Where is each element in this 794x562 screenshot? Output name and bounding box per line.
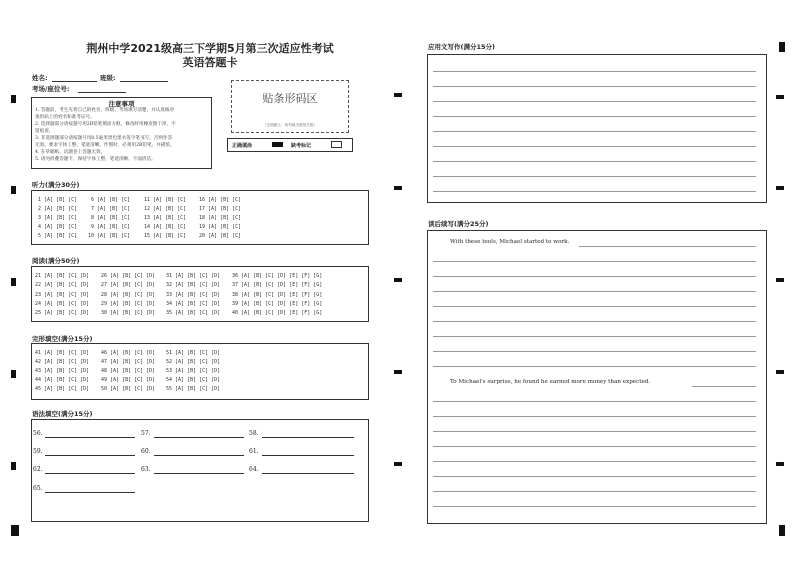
class-field[interactable] <box>120 81 168 82</box>
timing-mark-corner-bl <box>11 525 19 536</box>
name-label: 姓名: <box>32 74 48 82</box>
continuation-title: 读后续写(满分25分) <box>428 220 489 228</box>
notice-line: 2. 选择题部分请按题号用2B铅笔填涂方框，修改时用橡皮擦干净，不 <box>35 122 176 127</box>
choice-item[interactable]: 50 [A] [B] [C] [D] <box>101 386 156 392</box>
name-field[interactable] <box>52 81 97 82</box>
grammar-blank-label: 61. <box>249 448 259 455</box>
timing-mark-right-1 <box>776 95 784 99</box>
choice-item[interactable]: 52 [A] [B] [C] [D] <box>166 359 221 365</box>
continuation-para2-line <box>692 386 756 387</box>
choice-item[interactable]: 2 [A] [B] [C] <box>38 206 78 212</box>
writing-box[interactable] <box>427 54 767 203</box>
choice-item[interactable]: 10 [A] [B] [C] <box>88 233 131 239</box>
timing-mark-mid-4 <box>394 370 402 374</box>
continuation-para1: With these tools, Michael started to work. <box>450 239 570 245</box>
choice-item[interactable]: 48 [A] [B] [C] [D] <box>101 368 156 374</box>
grammar-blank-field[interactable] <box>154 473 244 474</box>
notice-line: 1. 答题前，考生先将自己的姓名、班级、考场填写清楚，并认真核对 <box>35 108 175 113</box>
timing-mark-right-5 <box>776 462 784 466</box>
choice-item[interactable]: 16 [A] [B] [C] <box>199 197 242 203</box>
writing-rule <box>433 101 756 102</box>
grammar-blank-label: 57. <box>141 430 151 437</box>
writing-rule <box>433 116 756 117</box>
page-title: 荆州中学2021级高三下学期5月第三次适应性考试 <box>86 42 334 55</box>
grammar-blank-field[interactable] <box>154 437 244 438</box>
timing-mark-left-4 <box>11 370 16 378</box>
choice-item[interactable]: 45 [A] [B] [C] [D] <box>35 386 90 392</box>
writing-rule <box>433 71 756 72</box>
choice-item[interactable]: 43 [A] [B] [C] [D] <box>35 368 90 374</box>
writing-rule <box>433 146 756 147</box>
continuation-rule <box>433 431 756 432</box>
choice-item[interactable]: 32 [A] [B] [C] [D] <box>166 282 221 288</box>
continuation-rule <box>433 446 756 447</box>
choice-item[interactable]: 5 [A] [B] [C] <box>38 233 78 239</box>
choice-item[interactable]: 46 [A] [B] [C] [D] <box>101 350 156 356</box>
choice-item[interactable]: 41 [A] [B] [C] [D] <box>35 350 90 356</box>
choice-item[interactable]: 23 [A] [B] [C] [D] <box>35 292 90 298</box>
correct-fill-sample <box>272 142 283 147</box>
choice-item[interactable]: 54 [A] [B] [C] [D] <box>166 377 221 383</box>
barcode-hint: （正面朝上，切勿贴出虚线方框） <box>263 123 317 127</box>
timing-mark-right-3 <box>776 278 784 282</box>
choice-item[interactable]: 40 [A] [B] [C] [D] [E] [F] [G] <box>232 310 323 316</box>
continuation-rule <box>433 291 756 292</box>
notice-line: 3. 非选择题部分请按题号用0.5毫米黑色墨水签字笔书写，否则作答 <box>35 136 173 141</box>
choice-item[interactable]: 20 [A] [B] [C] <box>199 233 242 239</box>
choice-item[interactable]: 47 [A] [B] [C] [D] <box>101 359 156 365</box>
continuation-rule <box>433 276 756 277</box>
correct-fill-label: 正确填涂 <box>232 143 253 149</box>
continuation-para2: To Michael's surprise, he found he earned more money than expected. <box>450 379 651 385</box>
timing-mark-left-2 <box>11 186 16 194</box>
choice-item[interactable]: 9 [A] [B] [C] <box>91 224 131 230</box>
grammar-blank-label: 56. <box>33 430 43 437</box>
timing-mark-right-2 <box>776 186 784 190</box>
choice-item[interactable]: 55 [A] [B] [C] [D] <box>166 386 221 392</box>
choice-item[interactable]: 39 [A] [B] [C] [D] [E] [F] [G] <box>232 301 323 307</box>
choice-item[interactable]: 29 [A] [B] [C] [D] <box>101 301 156 307</box>
choice-item[interactable]: 35 [A] [B] [C] [D] <box>166 310 221 316</box>
choice-item[interactable]: 36 [A] [B] [C] [D] [E] [F] [G] <box>232 273 323 279</box>
timing-mark-mid-3 <box>394 278 402 282</box>
choice-item[interactable]: 28 [A] [B] [C] [D] <box>101 292 156 298</box>
choice-item[interactable]: 12 [A] [B] [C] <box>144 206 187 212</box>
writing-rule <box>433 161 756 162</box>
choice-item[interactable]: 21 [A] [B] [C] [D] <box>35 273 90 279</box>
choice-item[interactable]: 24 [A] [B] [C] [D] <box>35 301 90 307</box>
grammar-blank-label: 58. <box>249 430 259 437</box>
listening-title: 听力(满分30分) <box>32 181 80 189</box>
page-subtitle: 英语答题卡 <box>182 56 238 69</box>
timing-mark-right-4 <box>776 370 784 374</box>
class-label: 班级: <box>100 74 116 82</box>
continuation-rule <box>433 351 756 352</box>
timing-mark-corner-tr <box>779 42 785 52</box>
choice-item[interactable]: 3 [A] [B] [C] <box>38 215 78 221</box>
choice-item[interactable]: 18 [A] [B] [C] <box>199 215 242 221</box>
continuation-rule <box>433 476 756 477</box>
choice-item[interactable]: 27 [A] [B] [C] [D] <box>101 282 156 288</box>
room-label: 考场/座位号: <box>32 85 70 93</box>
grammar-blank-field[interactable] <box>262 455 354 456</box>
continuation-rule <box>433 366 756 367</box>
choice-item[interactable]: 7 [A] [B] [C] <box>91 206 131 212</box>
continuation-para1-line <box>579 246 756 247</box>
notice-line: 4. 在草稿纸、试题卷上答题无效。 <box>35 150 106 155</box>
continuation-rule <box>433 306 756 307</box>
grammar-title: 语法填空(满分15分) <box>32 410 93 418</box>
notice-line: 条形码上的姓名和准考证号。 <box>35 115 95 120</box>
choice-item[interactable]: 4 [A] [B] [C] <box>38 224 78 230</box>
continuation-rule <box>433 261 756 262</box>
notice-line: 5. 请勿折叠答题卡，保持字体工整、笔迹清晰、卡面清洁。 <box>35 157 156 162</box>
cloze-title: 完形填空(满分15分) <box>32 335 93 343</box>
choice-item[interactable]: 19 [A] [B] [C] <box>199 224 242 230</box>
choice-item[interactable]: 25 [A] [B] [C] [D] <box>35 310 90 316</box>
choice-item[interactable]: 37 [A] [B] [C] [D] [E] [F] [G] <box>232 282 323 288</box>
grammar-blank-label: 59. <box>33 448 43 455</box>
choice-item[interactable]: 53 [A] [B] [C] [D] <box>166 368 221 374</box>
choice-item[interactable]: 6 [A] [B] [C] <box>91 197 131 203</box>
continuation-rule <box>433 321 756 322</box>
timing-mark-corner-br <box>779 525 785 536</box>
continuation-rule <box>433 416 756 417</box>
room-field[interactable] <box>78 92 126 93</box>
choice-item[interactable]: 8 [A] [B] [C] <box>91 215 131 221</box>
choice-item[interactable]: 44 [A] [B] [C] [D] <box>35 377 90 383</box>
grammar-blank-field[interactable] <box>45 455 135 456</box>
reading-title: 阅读(满分50分) <box>32 257 80 265</box>
choice-item[interactable]: 22 [A] [B] [C] [D] <box>35 282 90 288</box>
grammar-blank-label: 64. <box>249 466 259 473</box>
choice-item[interactable]: 49 [A] [B] [C] [D] <box>101 377 156 383</box>
notice-line: 留痕迹。 <box>35 129 54 134</box>
choice-item[interactable]: 15 [A] [B] [C] <box>144 233 187 239</box>
choice-item[interactable]: 30 [A] [B] [C] [D] <box>101 310 156 316</box>
continuation-rule <box>433 336 756 337</box>
grammar-blank-label: 65. <box>33 485 43 492</box>
continuation-rule <box>433 461 756 462</box>
missing-mark-checkbox[interactable] <box>331 141 342 148</box>
choice-item[interactable]: 13 [A] [B] [C] <box>144 215 187 221</box>
grammar-blank-field[interactable] <box>154 455 244 456</box>
continuation-rule <box>433 401 756 402</box>
notice-title: 注意事项 <box>108 100 135 108</box>
timing-mark-left-3 <box>11 278 16 286</box>
barcode-label: 贴条形码区 <box>262 92 318 105</box>
choice-item[interactable]: 34 [A] [B] [C] [D] <box>166 301 221 307</box>
choice-item[interactable]: 42 [A] [B] [C] [D] <box>35 359 90 365</box>
choice-item[interactable]: 1 [A] [B] [C] <box>38 197 78 203</box>
writing-rule <box>433 191 756 192</box>
grammar-blank-label: 63. <box>141 466 151 473</box>
writing-rule <box>433 176 756 177</box>
grammar-blank-field[interactable] <box>45 437 135 438</box>
continuation-rule <box>433 506 756 507</box>
grammar-blank-label: 60. <box>141 448 151 455</box>
grammar-blank-field[interactable] <box>45 473 135 474</box>
grammar-box <box>31 419 369 522</box>
timing-mark-left-5 <box>11 462 16 470</box>
timing-mark-mid-2 <box>394 186 402 190</box>
continuation-box[interactable] <box>427 230 767 524</box>
grammar-blank-field[interactable] <box>45 492 135 493</box>
choice-item[interactable]: 38 [A] [B] [C] [D] [E] [F] [G] <box>232 292 323 298</box>
choice-item[interactable]: 51 [A] [B] [C] [D] <box>166 350 221 356</box>
timing-mark-mid-1 <box>394 93 402 97</box>
timing-mark-mid-5 <box>394 462 402 466</box>
writing-rule <box>433 86 756 87</box>
choice-item[interactable]: 33 [A] [B] [C] [D] <box>166 292 221 298</box>
writing-rule <box>433 131 756 132</box>
notice-line: 无效。要求字体工整、笔迹清晰。作图时，必须用2B铅笔，并描浓。 <box>35 143 175 148</box>
student-info <box>32 73 48 82</box>
choice-item[interactable]: 17 [A] [B] [C] <box>199 206 242 212</box>
choice-item[interactable]: 26 [A] [B] [C] [D] <box>101 273 156 279</box>
grammar-blank-label: 62. <box>33 466 43 473</box>
writing-title: 应用文写作(满分15分) <box>428 43 495 51</box>
continuation-rule <box>433 491 756 492</box>
choice-item[interactable]: 31 [A] [B] [C] [D] <box>166 273 221 279</box>
grammar-blank-field[interactable] <box>262 473 354 474</box>
grammar-blank-field[interactable] <box>262 437 354 438</box>
choice-item[interactable]: 14 [A] [B] [C] <box>144 224 187 230</box>
choice-item[interactable]: 11 [A] [B] [C] <box>144 197 187 203</box>
timing-mark-left-1 <box>11 95 16 103</box>
missing-mark-label: 缺考标记 <box>291 143 312 149</box>
